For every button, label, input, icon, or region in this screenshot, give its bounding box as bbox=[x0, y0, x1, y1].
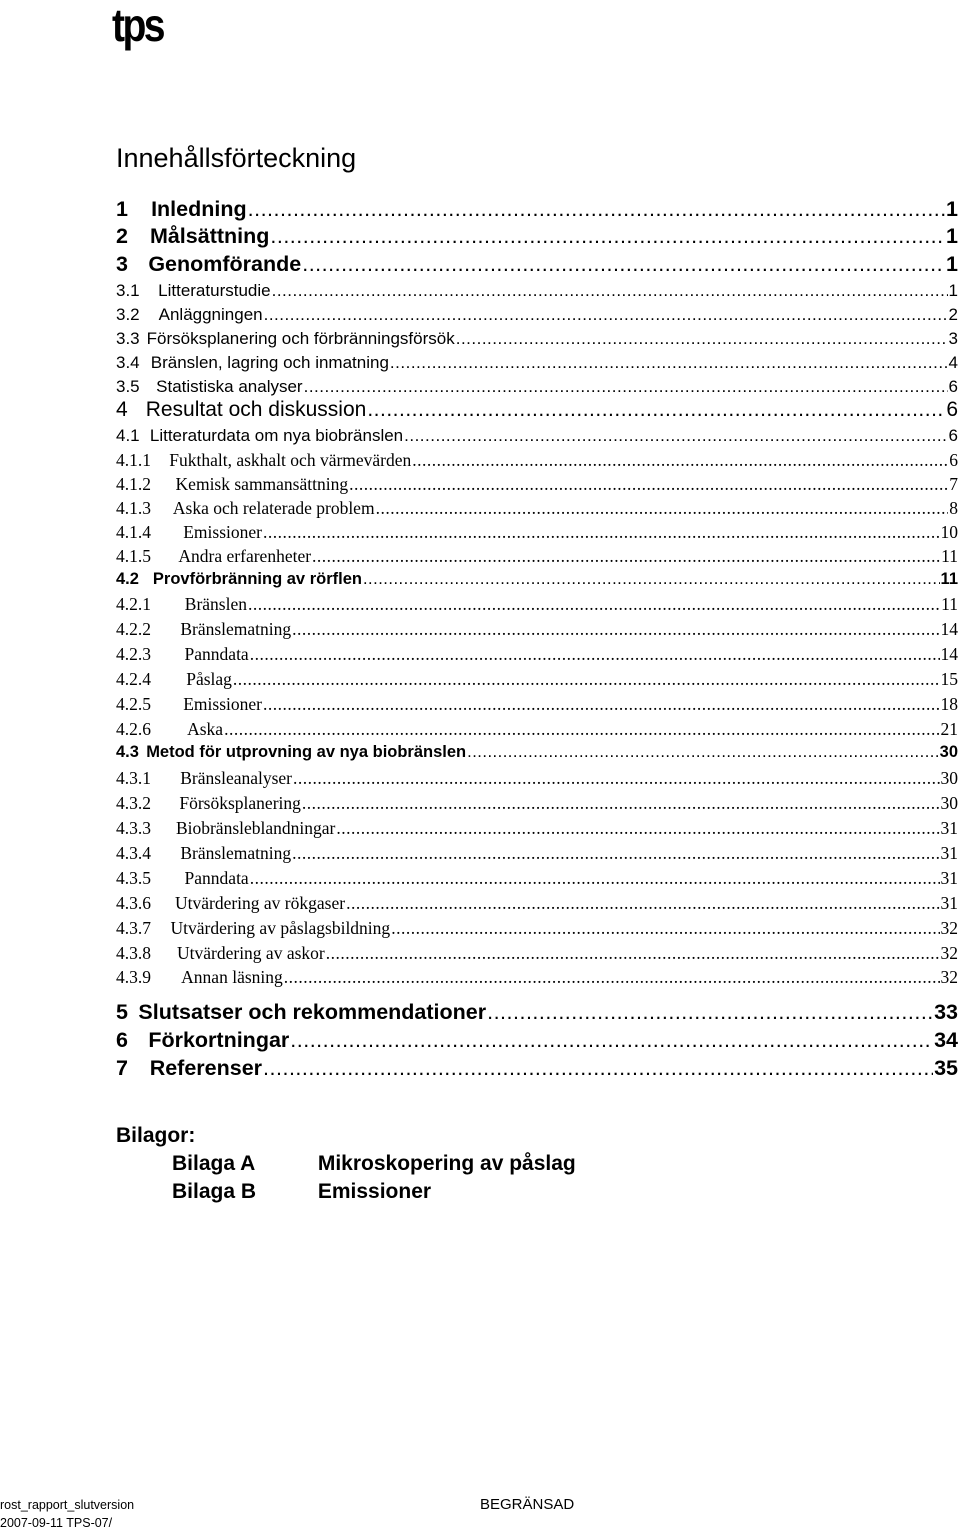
toc-entry-page: 6 bbox=[946, 398, 958, 421]
toc-entry-page: 31 bbox=[940, 893, 958, 913]
toc-entry[interactable] bbox=[116, 329, 958, 351]
toc-entry-number: 5 bbox=[116, 1000, 128, 1024]
toc-dot-leader bbox=[367, 398, 945, 422]
toc-entry[interactable] bbox=[116, 943, 958, 966]
toc-entry-title: Utvärdering av rökgaser bbox=[174, 893, 346, 913]
toc-entry[interactable] bbox=[116, 224, 958, 251]
toc-entry-number: 3.3 bbox=[116, 329, 140, 348]
toc-entry-title: Statistiska analyser bbox=[156, 377, 303, 396]
toc-entry[interactable] bbox=[116, 743, 958, 765]
toc-entry-number: 4.2.6 bbox=[116, 719, 151, 739]
toc-entry-number: 4.3 bbox=[116, 743, 139, 761]
toc-entry-page: 30 bbox=[939, 743, 958, 761]
toc-entry-title: Bränsleanalyser bbox=[180, 768, 293, 788]
toc-entry-title: Bränslematning bbox=[180, 619, 292, 639]
toc-entry-number: 7 bbox=[116, 1056, 128, 1080]
toc-entry-page: 7 bbox=[949, 474, 958, 494]
toc-dot-leader bbox=[263, 522, 940, 543]
toc-entry-title: Förkortningar bbox=[148, 1028, 290, 1052]
toc-dot-leader bbox=[390, 353, 948, 373]
toc-entry[interactable] bbox=[116, 719, 958, 742]
toc-entry-number: 4.3.1 bbox=[116, 768, 151, 788]
toc-dot-leader bbox=[292, 619, 939, 640]
toc-entry[interactable] bbox=[116, 1000, 958, 1027]
toc-entry-title: Aska bbox=[187, 719, 224, 739]
toc-entry-number: 4.3.9 bbox=[116, 967, 151, 987]
toc-dot-leader bbox=[224, 719, 939, 740]
toc-entry[interactable] bbox=[116, 498, 958, 521]
toc-dot-leader bbox=[487, 1000, 933, 1025]
toc-entry-page: 30 bbox=[940, 793, 958, 813]
toc-entry-page: 1 bbox=[946, 224, 958, 248]
toc-dot-leader bbox=[346, 893, 939, 914]
toc-entry-title: Inledning bbox=[151, 197, 247, 221]
toc-entry-page: 1 bbox=[946, 197, 958, 221]
toc-entry-number: 4.1.2 bbox=[116, 474, 151, 494]
toc-dot-leader bbox=[363, 570, 940, 589]
toc-entry-page: 34 bbox=[934, 1028, 958, 1052]
toc-entry-page: 18 bbox=[940, 694, 958, 714]
toc-entry-title: Påslag bbox=[186, 669, 232, 689]
toc-entry-number: 4.2 bbox=[116, 570, 139, 588]
toc-dot-leader bbox=[336, 818, 939, 839]
toc-entry[interactable] bbox=[116, 918, 958, 941]
toc-entry-title: Annan läsning bbox=[181, 967, 283, 987]
toc-entry-title: Utvärdering av askor bbox=[177, 943, 325, 963]
toc-entry-title: Emissioner bbox=[183, 522, 262, 542]
toc-entry-title: Anläggningen bbox=[158, 305, 263, 324]
toc-entry[interactable] bbox=[116, 398, 958, 425]
toc-entry-title: Emissioner bbox=[183, 694, 262, 714]
toc-dot-leader bbox=[264, 305, 948, 325]
toc-entry[interactable] bbox=[116, 793, 958, 816]
toc-entry-title: Referenser bbox=[149, 1056, 263, 1080]
toc-entry[interactable] bbox=[116, 474, 958, 497]
toc-entry-page: 31 bbox=[940, 843, 958, 863]
toc-dot-leader bbox=[248, 594, 940, 615]
toc-entry-title: Panndata bbox=[184, 644, 249, 664]
toc-dot-leader bbox=[349, 474, 948, 495]
toc-entry-page: 11 bbox=[940, 570, 958, 588]
toc-dot-leader bbox=[376, 498, 949, 519]
toc-entry-title: Panndata bbox=[184, 868, 249, 888]
toc-dot-leader bbox=[467, 743, 939, 762]
toc-entry-number: 6 bbox=[116, 1028, 128, 1052]
toc-dot-leader bbox=[391, 918, 939, 939]
appendix-item bbox=[172, 1180, 431, 1204]
tps-logo: tps bbox=[112, 0, 163, 51]
toc-entry-page: 6 bbox=[948, 377, 958, 396]
toc-entry[interactable] bbox=[116, 305, 958, 327]
toc-entry-title: Metod för utprovning av nya biobränslen bbox=[146, 743, 467, 761]
toc-entry-number: 4 bbox=[116, 398, 128, 421]
toc-entry-number: 4.2.2 bbox=[116, 619, 151, 639]
toc-entry-page: 32 bbox=[940, 967, 958, 987]
toc-dot-leader bbox=[304, 377, 948, 397]
toc-entry-page: 14 bbox=[940, 619, 958, 639]
toc-entry-title: Utvärdering av påslagsbildning bbox=[170, 918, 391, 938]
toc-entry[interactable] bbox=[116, 843, 958, 866]
appendix-title: Emissioner bbox=[317, 1180, 432, 1203]
toc-dot-leader bbox=[250, 644, 940, 665]
toc-entry-title: Bränslen, lagring och inmatning bbox=[150, 353, 389, 372]
toc-dot-leader bbox=[312, 546, 940, 567]
toc-entry-number: 4.3.4 bbox=[116, 843, 151, 863]
toc-entry-title: Bränslen bbox=[184, 594, 247, 614]
toc-dot-leader bbox=[284, 967, 940, 988]
toc-entry-page: 11 bbox=[941, 546, 958, 566]
toc-entry-page: 31 bbox=[940, 868, 958, 888]
toc-entry-number: 4.2.1 bbox=[116, 594, 151, 614]
toc-entry[interactable] bbox=[116, 281, 958, 303]
toc-dot-leader bbox=[263, 694, 940, 715]
toc-entry[interactable] bbox=[116, 546, 958, 569]
toc-dot-leader bbox=[302, 793, 940, 814]
appendix-title: Mikroskopering av påslag bbox=[317, 1152, 576, 1175]
toc-entry[interactable] bbox=[116, 252, 958, 279]
toc-entry-title: Fukthalt, askhalt och värmevärden bbox=[169, 450, 412, 470]
toc-entry-number: 4.1.5 bbox=[116, 546, 151, 566]
toc-heading: Innehållsförteckning bbox=[116, 143, 357, 173]
appendix-code: Bilaga A bbox=[172, 1152, 256, 1175]
toc-entry-title: Litteraturstudie bbox=[158, 281, 271, 300]
toc-entry-title: Målsättning bbox=[149, 224, 270, 248]
toc-entry[interactable] bbox=[116, 377, 958, 399]
toc-entry-number: 4.3.5 bbox=[116, 868, 151, 888]
toc-entry-title: Andra erfarenheter bbox=[178, 546, 312, 566]
toc-dot-leader bbox=[270, 224, 945, 249]
toc-entry[interactable] bbox=[116, 893, 958, 916]
appendix-code: Bilaga B bbox=[172, 1180, 257, 1203]
toc-entry-number: 3.2 bbox=[116, 305, 140, 324]
toc-dot-leader bbox=[293, 768, 939, 789]
toc-entry-title: Aska och relaterade problem bbox=[172, 498, 375, 518]
toc-entry-number: 4.3.7 bbox=[116, 918, 151, 938]
toc-entry-title: Kemisk sammansättning bbox=[175, 474, 349, 494]
toc-entry-page: 35 bbox=[934, 1056, 958, 1080]
appendices-label: Bilagor: bbox=[116, 1124, 196, 1147]
toc-entry-number: 4.1.4 bbox=[116, 522, 151, 542]
toc-entry-page: 33 bbox=[934, 1000, 958, 1024]
toc-entry[interactable] bbox=[116, 694, 958, 717]
toc-entry-page: 21 bbox=[940, 719, 958, 739]
toc-dot-leader bbox=[233, 669, 940, 690]
toc-dot-leader bbox=[292, 843, 939, 864]
toc-entry-page: 31 bbox=[940, 818, 958, 838]
toc-entry-title: Biobränsleblandningar bbox=[175, 818, 336, 838]
toc-entry-number: 4.3.3 bbox=[116, 818, 151, 838]
toc-entry-page: 30 bbox=[940, 768, 958, 788]
toc-entry[interactable] bbox=[116, 522, 958, 545]
toc-entry-page: 4 bbox=[948, 353, 958, 372]
toc-dot-leader bbox=[272, 281, 948, 301]
toc-entry-number: 4.3.6 bbox=[116, 893, 151, 913]
toc-dot-leader bbox=[412, 450, 948, 471]
toc-dot-leader bbox=[456, 329, 948, 349]
toc-entry-page: 15 bbox=[940, 669, 958, 689]
toc-entry-page: 10 bbox=[940, 522, 958, 542]
toc-entry-number: 3.4 bbox=[116, 353, 140, 372]
toc-dot-leader bbox=[302, 252, 945, 277]
toc-entry-page: 14 bbox=[940, 644, 958, 664]
toc-entry-number: 4.1.3 bbox=[116, 498, 151, 518]
toc-entry-page: 6 bbox=[949, 450, 958, 470]
footer-file-info bbox=[0, 1496, 134, 1532]
toc-entry-page: 6 bbox=[948, 426, 958, 445]
toc-entry-page: 1 bbox=[948, 281, 958, 300]
toc-entry-number: 4.1 bbox=[116, 426, 140, 445]
toc-entry[interactable] bbox=[116, 1028, 958, 1055]
toc-entry[interactable] bbox=[116, 619, 958, 642]
toc-dot-leader bbox=[290, 1028, 933, 1053]
toc-entry-title: Försöksplanering bbox=[179, 793, 301, 813]
toc-entry-title: Försöksplanering och förbränningsförsök bbox=[146, 329, 455, 348]
toc-entry[interactable] bbox=[116, 426, 958, 448]
footer-date-ref: 2007-09-11 TPS-07/ bbox=[0, 1516, 113, 1530]
footer-classification: BEGRÄNSAD bbox=[480, 1496, 575, 1513]
toc-entry[interactable] bbox=[116, 644, 958, 667]
toc-entry[interactable] bbox=[116, 818, 958, 841]
toc-entry-number: 4.2.5 bbox=[116, 694, 151, 714]
footer-filename: rost_rapport_slutversion bbox=[0, 1498, 135, 1512]
toc-entry-page: 2 bbox=[948, 305, 958, 324]
toc-entry[interactable] bbox=[116, 768, 958, 791]
toc-entry[interactable] bbox=[116, 353, 958, 375]
toc-entry-page: 32 bbox=[940, 918, 958, 938]
toc-entry[interactable] bbox=[116, 594, 958, 617]
toc-dot-leader bbox=[263, 1056, 933, 1081]
toc-entry-number: 3.1 bbox=[116, 281, 140, 300]
toc-entry-title: Litteraturdata om nya biobränslen bbox=[149, 426, 404, 445]
toc-entry-number: 4.1.1 bbox=[116, 450, 151, 470]
toc-dot-leader bbox=[404, 426, 947, 446]
toc-entry[interactable] bbox=[116, 1056, 958, 1083]
toc-entry[interactable] bbox=[116, 570, 958, 592]
toc-entry[interactable] bbox=[116, 669, 958, 692]
toc-entry-number: 3.5 bbox=[116, 377, 140, 396]
toc-dot-leader bbox=[248, 197, 945, 222]
toc-entry-number: 1 bbox=[116, 197, 128, 221]
toc-entry-number: 4.2.4 bbox=[116, 669, 151, 689]
toc-entry[interactable] bbox=[116, 868, 958, 891]
toc-entry-number: 4.2.3 bbox=[116, 644, 151, 664]
toc-entry[interactable] bbox=[116, 967, 958, 990]
toc-entry-page: 1 bbox=[946, 252, 958, 276]
toc-entry-number: 4.3.2 bbox=[116, 793, 151, 813]
toc-entry-title: Slutsatser och rekommendationer bbox=[138, 1000, 487, 1024]
appendix-item bbox=[172, 1152, 576, 1176]
toc-entry-page: 3 bbox=[948, 329, 958, 348]
toc-entry-title: Provförbränning av rörflen bbox=[152, 570, 362, 588]
toc-dot-leader bbox=[250, 868, 940, 889]
toc-entry-page: 32 bbox=[940, 943, 958, 963]
toc-entry[interactable] bbox=[116, 450, 958, 473]
toc-entry[interactable] bbox=[116, 197, 958, 224]
toc-entry-page: 11 bbox=[941, 594, 958, 614]
toc-dot-leader bbox=[326, 943, 940, 964]
toc-entry-title: Bränslematning bbox=[180, 843, 292, 863]
toc-entry-number: 4.3.8 bbox=[116, 943, 151, 963]
toc-entry-title: Resultat och diskussion bbox=[145, 398, 367, 421]
toc-entry-page: 8 bbox=[949, 498, 958, 518]
toc-entry-title: Genomförande bbox=[148, 252, 302, 276]
toc-entry-number: 3 bbox=[116, 252, 128, 276]
toc-entry-number: 2 bbox=[116, 224, 128, 248]
